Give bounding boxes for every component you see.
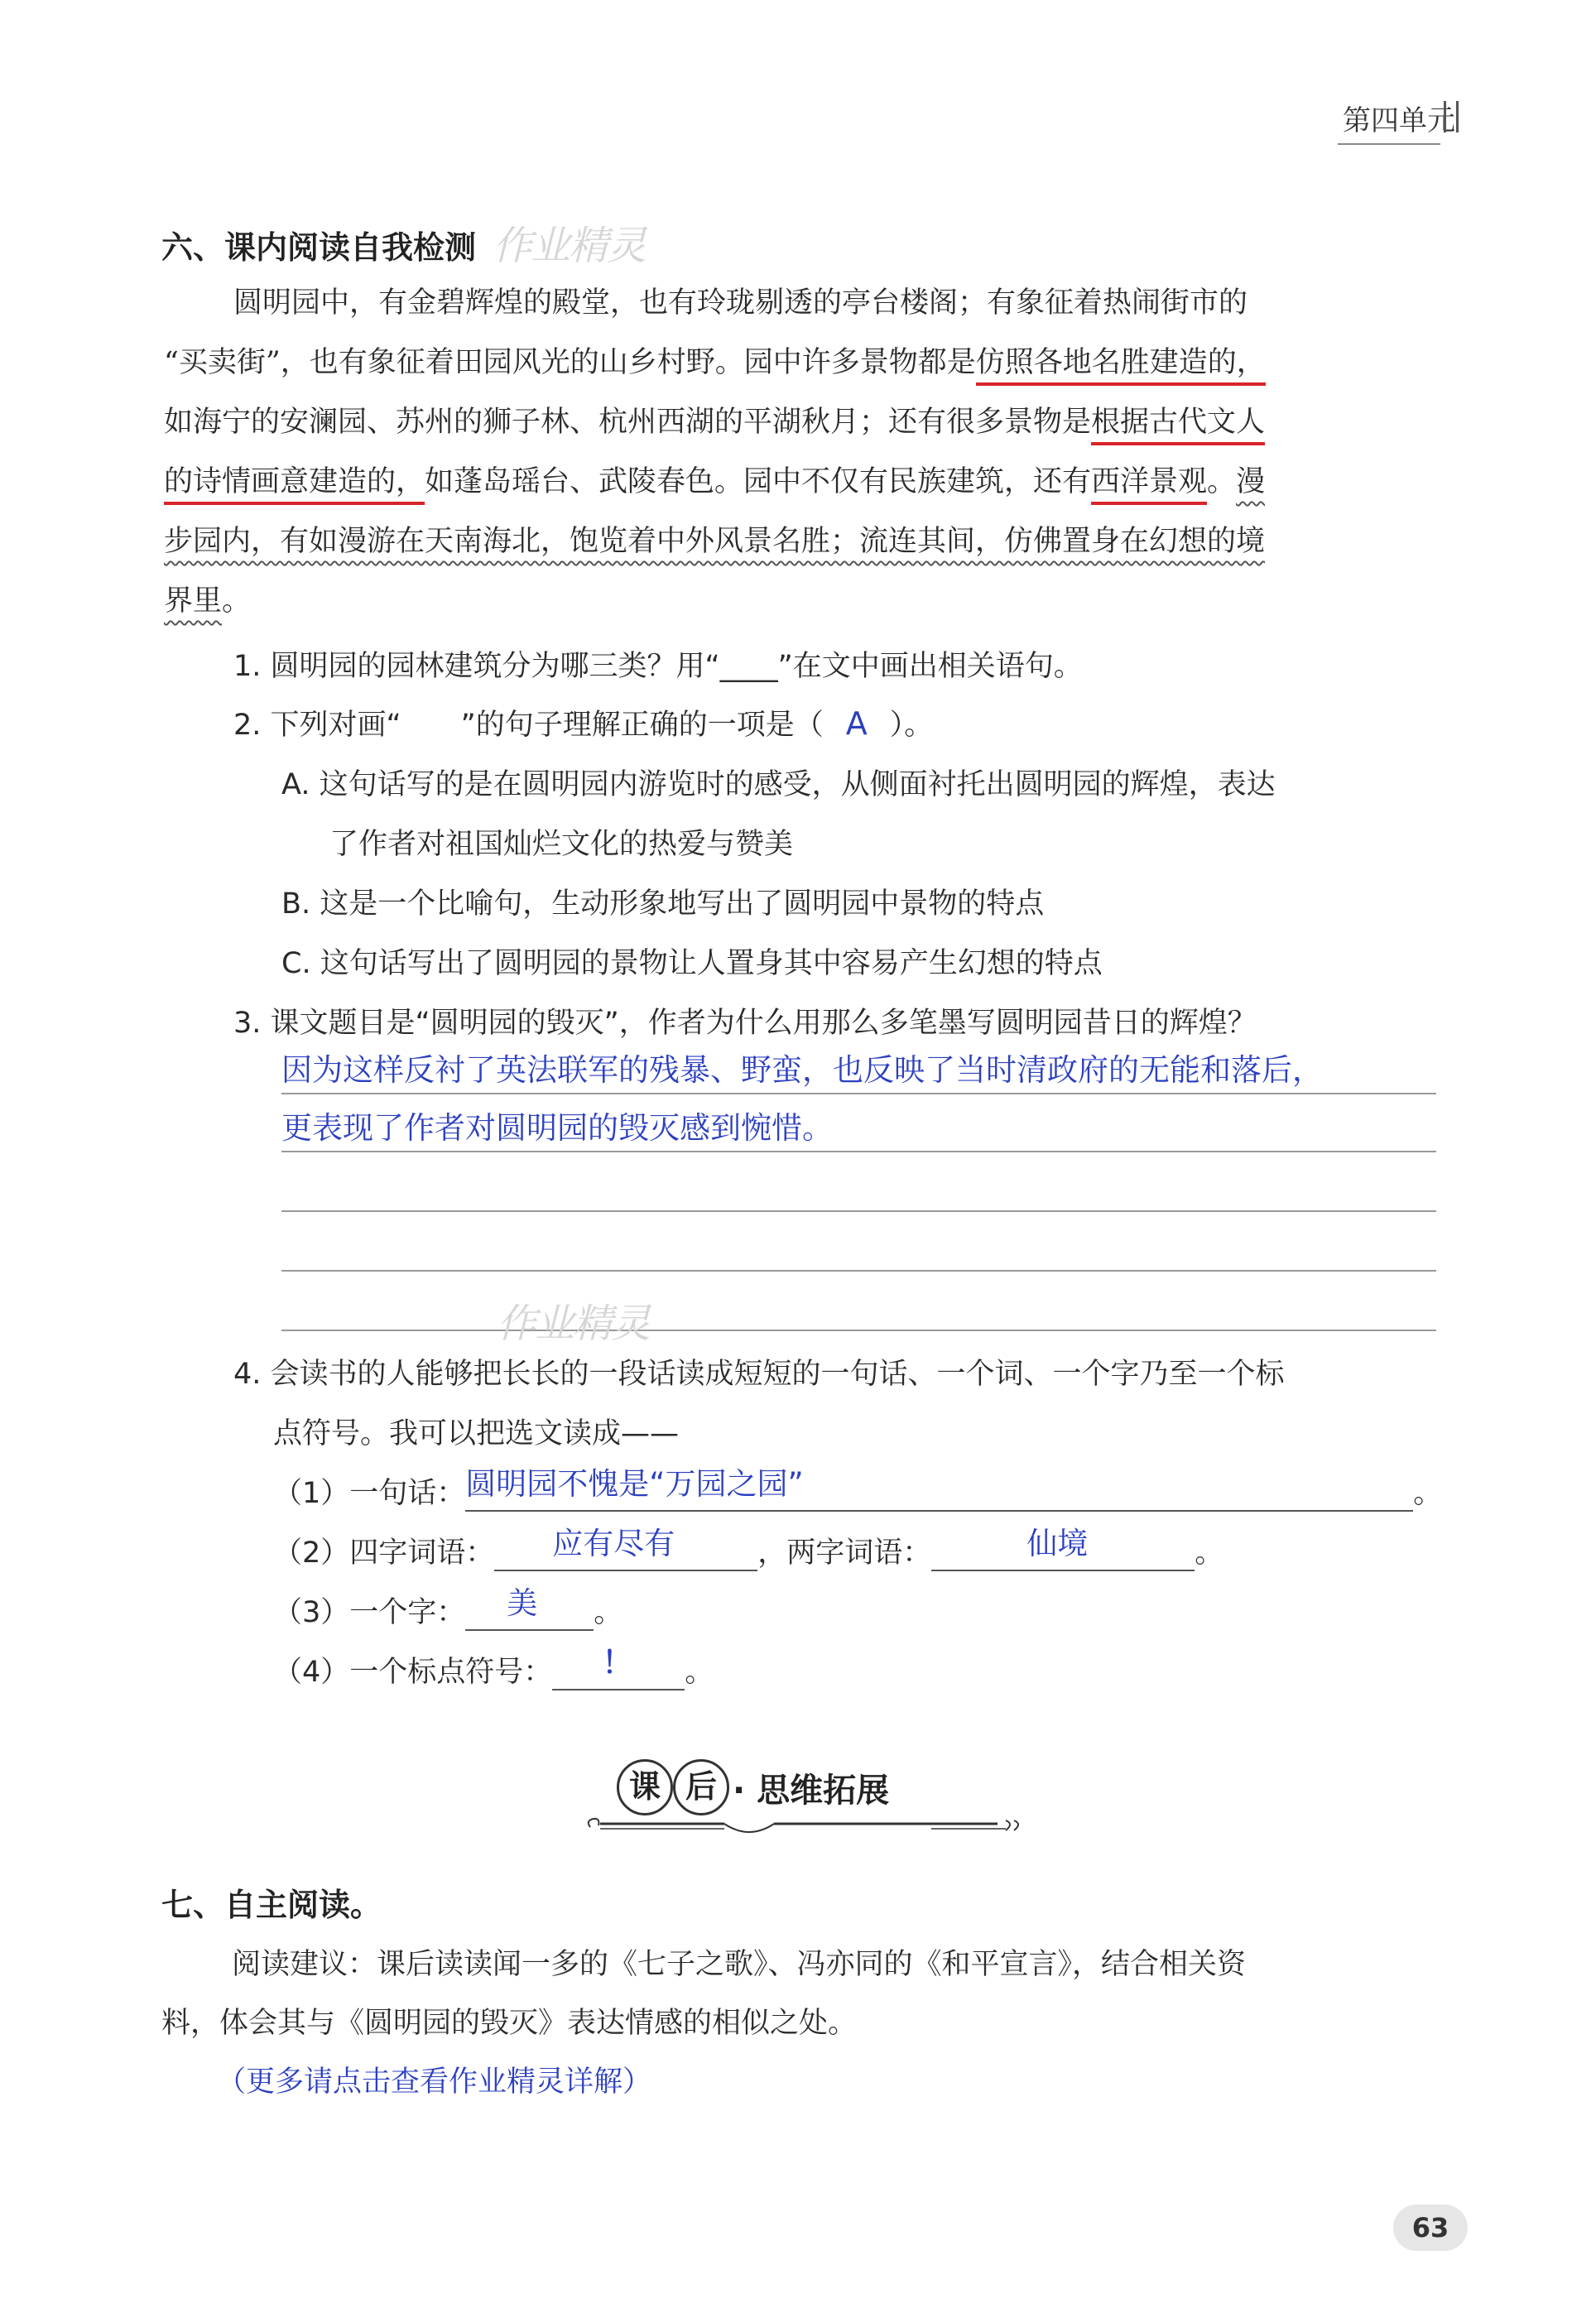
question-1: 1. 圆明园的园林建筑分为哪三类？用“____”在文中画出相关语句。	[233, 650, 1083, 683]
q4-part3: （3）一个字： 美 。	[273, 1589, 623, 1631]
wavy-line-sample	[401, 709, 461, 725]
q2-option-a-line2: 了作者对祖国灿烂文化的热爱与赞美	[329, 828, 794, 861]
q4-part1-answer: 圆明园不愧是“万园之园”	[465, 1466, 804, 1502]
passage-line-5	[164, 518, 1265, 560]
answer-line-5	[281, 1330, 1436, 1331]
q4-part3-answer: 美	[507, 1585, 538, 1621]
answer-line-1	[281, 1093, 1436, 1094]
q4-part1-blank	[465, 1466, 1413, 1512]
q2-option-a-line1: A. 这句话写的是在圆明园内游览时的感受，从侧面衬托出圆明园的辉煌，表达	[281, 768, 1276, 801]
question-4-line1: 4. 会读书的人能够把长长的一段话读成短短的一句话、一个词、一个字乃至一个标	[233, 1358, 1285, 1391]
unit-label: 第四单元	[1343, 104, 1455, 137]
q4-part4: （4）一个标点符号： ！ 。	[273, 1649, 714, 1690]
q4-part4-blank	[552, 1645, 685, 1690]
q4-part2-answer-2: 仙境	[1026, 1526, 1089, 1561]
passage-line-1: 圆明园中，有金碧辉煌的殿堂，也有玲珑剔透的亭台楼阁；有象征着热闹街市的	[233, 286, 1248, 320]
q2-option-b: B. 这是一个比喻句，生动形象地写出了圆明园中景物的特点	[281, 887, 1045, 921]
passage-line-4: 的诗情画意建造的，如蓬岛瑶台、武陵春色。园中不仅有民族建筑，还有西洋景观。漫	[164, 459, 1265, 500]
unit-header	[1343, 98, 1455, 138]
q4-part2: （2）四字词语： 应有尽有 ，两字词语： 仙境 。	[273, 1530, 1223, 1571]
q4-part2-answer-1: 应有尽有	[552, 1526, 675, 1561]
header-bars-decoration	[1444, 101, 1459, 132]
wavy-sentence-b: 步园内，有如漫游在天南海北，饱览着中外风景名胜；流连其间，仿佛置身在幻想的境	[164, 525, 1266, 558]
underlined-sentence-2b: 的诗情画意建造的，	[164, 465, 425, 505]
question-4-line2: 点符号。我可以把选文读成——	[273, 1417, 680, 1450]
underlined-sentence-2a: 根据古代文人	[1091, 406, 1265, 445]
q2-option-c: C. 这句话写出了圆明园的景物让人置身其中容易产生幻想的特点	[281, 947, 1103, 980]
after-class-banner	[608, 1759, 1022, 1834]
underlined-sentence-1: 仿照各地名胜建造的，	[976, 346, 1266, 386]
underlined-sentence-3: 西洋景观	[1091, 465, 1207, 505]
reading-passage	[164, 280, 1439, 628]
passage-line-2: “买卖街”，也有象征着田园风光的山乡村野。园中许多景物都是仿照各地名胜建造的，	[164, 339, 1266, 381]
q4-part2-blank-2	[931, 1526, 1195, 1571]
q3-answer-line2: 更表现了作者对圆明园的毁灭感到惋惜。	[281, 1110, 833, 1146]
banner-ornament	[584, 1809, 1031, 1842]
answer-line-2	[281, 1151, 1436, 1152]
passage-line-6: 界里。	[164, 584, 252, 618]
answer-line-3	[281, 1210, 1436, 1212]
passage-line-3: 如海宁的安澜园、苏州的狮子林、杭州西湖的平湖秋月；还有很多景物是根据古代文人	[164, 399, 1265, 440]
section7-line-1: 阅读建议：课后读读闻一多的《七子之歌》、冯亦同的《和平宣言》，结合相关资	[232, 1948, 1247, 1981]
q4-part1: （1）一句话： 圆明园不愧是“万园之园” 。	[273, 1470, 1442, 1512]
q3-answer-line1: 因为这样反衬了英法联军的残暴、野蛮，也反映了当时清政府的无能和落后，	[281, 1052, 1323, 1088]
section7-title: 七、自主阅读。	[161, 1887, 382, 1923]
q4-part3-blank	[465, 1585, 594, 1631]
banner-title: · 思维拓展	[733, 1772, 890, 1810]
question-2: 2. 下列对画“ ”的句子理解正确的一项是（ A ）。	[233, 705, 934, 742]
banner-char-2: 后	[673, 1759, 729, 1815]
banner-char-1: 课	[617, 1759, 673, 1815]
question-3: 3. 课文题目是“圆明园的毁灭”，作者为什么用那么多笔墨写圆明园昔日的辉煌？	[233, 1007, 1257, 1040]
q4-part2-blank-1	[494, 1526, 757, 1571]
section6-title: 六、课内阅读自我检测	[161, 229, 477, 266]
section7-line-2: 料，体会其与《圆明园的毁灭》表达情感的相似之处。	[161, 2007, 858, 2040]
answer-line-4	[281, 1270, 1436, 1272]
watermark: 作业精灵	[493, 223, 646, 269]
watermark-2: 作业精灵	[497, 1301, 650, 1347]
wavy-sentence-a: 漫	[1236, 465, 1266, 498]
header-rule	[1338, 143, 1440, 145]
q4-part4-answer: ！	[602, 1645, 633, 1681]
page-number: 63	[1393, 2205, 1468, 2251]
q2-answer: A	[845, 705, 868, 742]
wavy-sentence-c: 界里	[164, 584, 223, 618]
more-details-link[interactable]: （更多请点击查看作业精灵详解）	[217, 2066, 652, 2099]
